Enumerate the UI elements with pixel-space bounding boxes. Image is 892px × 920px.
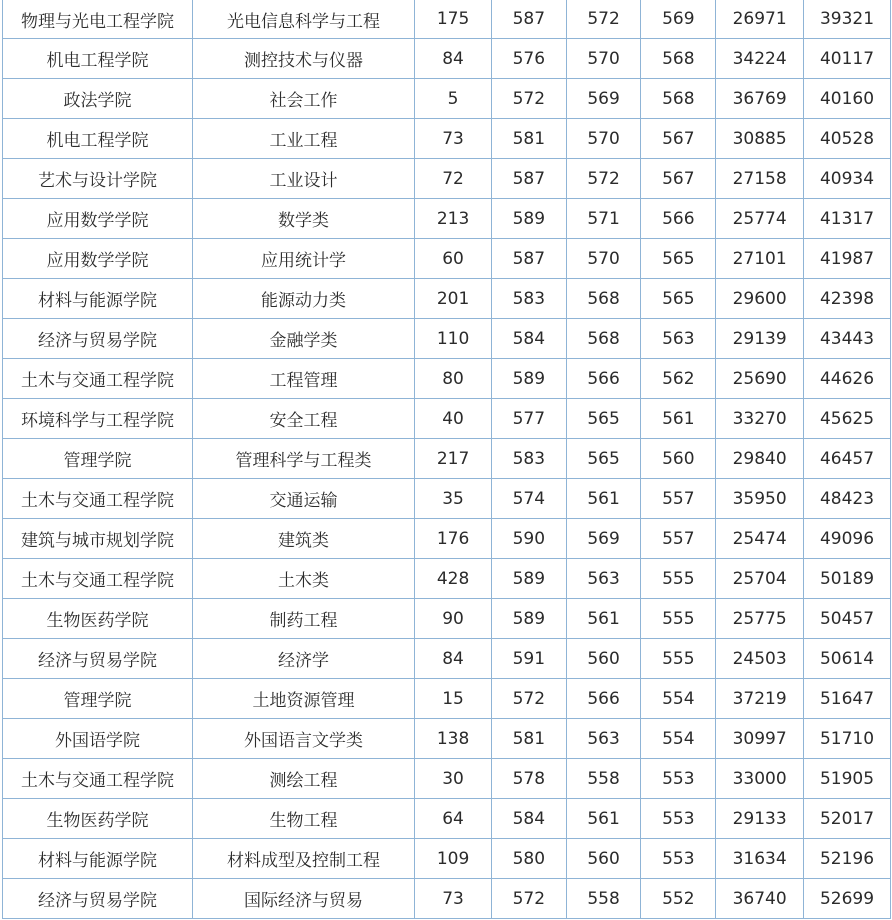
plan-count-cell: 73 <box>415 879 492 919</box>
avg-score-cell: 570 <box>566 239 641 279</box>
max-score-cell: 581 <box>491 119 566 159</box>
min-score-cell: 560 <box>641 439 716 479</box>
plan-count-cell: 109 <box>415 839 492 879</box>
min-rank-cell: 49096 <box>804 519 891 559</box>
max-rank-cell: 25690 <box>716 359 804 399</box>
max-score-cell: 583 <box>491 279 566 319</box>
avg-score-cell: 563 <box>566 559 641 599</box>
max-score-cell: 577 <box>491 399 566 439</box>
college-cell: 管理学院 <box>3 439 193 479</box>
college-cell: 材料与能源学院 <box>3 279 193 319</box>
table-row <box>3 359 891 399</box>
major-cell: 工程管理 <box>192 359 414 399</box>
min-score-cell: 562 <box>641 359 716 399</box>
min-score-cell: 557 <box>641 479 716 519</box>
table-row <box>3 759 891 799</box>
max-score-cell: 589 <box>491 559 566 599</box>
min-score-cell: 553 <box>641 799 716 839</box>
plan-count-cell: 5 <box>415 79 492 119</box>
max-rank-cell: 29133 <box>716 799 804 839</box>
max-rank-cell: 26971 <box>716 0 804 39</box>
min-score-cell: 567 <box>641 119 716 159</box>
admission-scores-table <box>2 0 891 919</box>
plan-count-cell: 217 <box>415 439 492 479</box>
min-score-cell: 555 <box>641 559 716 599</box>
min-rank-cell: 46457 <box>804 439 891 479</box>
table-body <box>3 0 891 919</box>
college-cell: 政法学院 <box>3 79 193 119</box>
min-score-cell: 567 <box>641 159 716 199</box>
plan-count-cell: 84 <box>415 39 492 79</box>
min-score-cell: 561 <box>641 399 716 439</box>
max-rank-cell: 30885 <box>716 119 804 159</box>
plan-count-cell: 15 <box>415 679 492 719</box>
plan-count-cell: 138 <box>415 719 492 759</box>
min-score-cell: 566 <box>641 199 716 239</box>
max-score-cell: 581 <box>491 719 566 759</box>
table-row <box>3 599 891 639</box>
avg-score-cell: 569 <box>566 79 641 119</box>
major-cell: 测控技术与仪器 <box>192 39 414 79</box>
major-cell: 工业设计 <box>192 159 414 199</box>
max-rank-cell: 36740 <box>716 879 804 919</box>
table-row <box>3 39 891 79</box>
min-score-cell: 568 <box>641 39 716 79</box>
plan-count-cell: 80 <box>415 359 492 399</box>
major-cell: 外国语言文学类 <box>192 719 414 759</box>
avg-score-cell: 558 <box>566 879 641 919</box>
major-cell: 土木类 <box>192 559 414 599</box>
min-score-cell: 554 <box>641 679 716 719</box>
major-cell: 社会工作 <box>192 79 414 119</box>
table-row <box>3 79 891 119</box>
college-cell: 经济与贸易学院 <box>3 639 193 679</box>
plan-count-cell: 30 <box>415 759 492 799</box>
college-cell: 物理与光电工程学院 <box>3 0 193 39</box>
avg-score-cell: 568 <box>566 279 641 319</box>
avg-score-cell: 570 <box>566 119 641 159</box>
college-cell: 管理学院 <box>3 679 193 719</box>
avg-score-cell: 569 <box>566 519 641 559</box>
table-row <box>3 639 891 679</box>
avg-score-cell: 568 <box>566 319 641 359</box>
min-score-cell: 555 <box>641 599 716 639</box>
max-rank-cell: 34224 <box>716 39 804 79</box>
college-cell: 材料与能源学院 <box>3 839 193 879</box>
max-score-cell: 578 <box>491 759 566 799</box>
min-rank-cell: 48423 <box>804 479 891 519</box>
major-cell: 管理科学与工程类 <box>192 439 414 479</box>
min-rank-cell: 40117 <box>804 39 891 79</box>
major-cell: 数学类 <box>192 199 414 239</box>
max-score-cell: 574 <box>491 479 566 519</box>
major-cell: 生物工程 <box>192 799 414 839</box>
min-rank-cell: 52699 <box>804 879 891 919</box>
min-rank-cell: 41987 <box>804 239 891 279</box>
major-cell: 交通运输 <box>192 479 414 519</box>
min-rank-cell: 44626 <box>804 359 891 399</box>
college-cell: 经济与贸易学院 <box>3 319 193 359</box>
college-cell: 环境科学与工程学院 <box>3 399 193 439</box>
college-cell: 土木与交通工程学院 <box>3 759 193 799</box>
major-cell: 光电信息科学与工程 <box>192 0 414 39</box>
table-row <box>3 719 891 759</box>
table-row <box>3 799 891 839</box>
min-score-cell: 553 <box>641 839 716 879</box>
avg-score-cell: 563 <box>566 719 641 759</box>
min-rank-cell: 40160 <box>804 79 891 119</box>
max-rank-cell: 25474 <box>716 519 804 559</box>
min-rank-cell: 50189 <box>804 559 891 599</box>
plan-count-cell: 175 <box>415 0 492 39</box>
max-score-cell: 572 <box>491 79 566 119</box>
min-score-cell: 569 <box>641 0 716 39</box>
min-rank-cell: 42398 <box>804 279 891 319</box>
min-score-cell: 554 <box>641 719 716 759</box>
min-rank-cell: 39321 <box>804 0 891 39</box>
min-rank-cell: 51647 <box>804 679 891 719</box>
min-rank-cell: 41317 <box>804 199 891 239</box>
college-cell: 应用数学学院 <box>3 199 193 239</box>
college-cell: 经济与贸易学院 <box>3 879 193 919</box>
avg-score-cell: 572 <box>566 0 641 39</box>
table-row <box>3 159 891 199</box>
max-rank-cell: 25704 <box>716 559 804 599</box>
avg-score-cell: 560 <box>566 839 641 879</box>
avg-score-cell: 572 <box>566 159 641 199</box>
college-cell: 土木与交通工程学院 <box>3 479 193 519</box>
college-cell: 土木与交通工程学院 <box>3 359 193 399</box>
major-cell: 土地资源管理 <box>192 679 414 719</box>
plan-count-cell: 73 <box>415 119 492 159</box>
max-rank-cell: 33270 <box>716 399 804 439</box>
max-score-cell: 591 <box>491 639 566 679</box>
min-rank-cell: 43443 <box>804 319 891 359</box>
max-score-cell: 580 <box>491 839 566 879</box>
min-rank-cell: 50614 <box>804 639 891 679</box>
max-score-cell: 589 <box>491 599 566 639</box>
plan-count-cell: 428 <box>415 559 492 599</box>
plan-count-cell: 72 <box>415 159 492 199</box>
min-rank-cell: 45625 <box>804 399 891 439</box>
major-cell: 材料成型及控制工程 <box>192 839 414 879</box>
table-row <box>3 279 891 319</box>
college-cell: 生物医药学院 <box>3 599 193 639</box>
college-cell: 生物医药学院 <box>3 799 193 839</box>
major-cell: 建筑类 <box>192 519 414 559</box>
max-rank-cell: 35950 <box>716 479 804 519</box>
min-rank-cell: 52196 <box>804 839 891 879</box>
plan-count-cell: 40 <box>415 399 492 439</box>
max-score-cell: 584 <box>491 319 566 359</box>
min-score-cell: 565 <box>641 239 716 279</box>
table-row <box>3 839 891 879</box>
max-rank-cell: 31634 <box>716 839 804 879</box>
avg-score-cell: 558 <box>566 759 641 799</box>
table-row <box>3 199 891 239</box>
table-row <box>3 879 891 919</box>
table-row <box>3 439 891 479</box>
major-cell: 经济学 <box>192 639 414 679</box>
max-rank-cell: 29840 <box>716 439 804 479</box>
college-cell: 应用数学学院 <box>3 239 193 279</box>
min-score-cell: 555 <box>641 639 716 679</box>
college-cell: 机电工程学院 <box>3 119 193 159</box>
min-rank-cell: 40528 <box>804 119 891 159</box>
min-rank-cell: 51905 <box>804 759 891 799</box>
min-rank-cell: 51710 <box>804 719 891 759</box>
max-score-cell: 589 <box>491 359 566 399</box>
max-rank-cell: 24503 <box>716 639 804 679</box>
major-cell: 应用统计学 <box>192 239 414 279</box>
avg-score-cell: 561 <box>566 799 641 839</box>
min-rank-cell: 52017 <box>804 799 891 839</box>
min-rank-cell: 50457 <box>804 599 891 639</box>
table-row <box>3 239 891 279</box>
table-row <box>3 0 891 39</box>
college-cell: 土木与交通工程学院 <box>3 559 193 599</box>
plan-count-cell: 35 <box>415 479 492 519</box>
plan-count-cell: 84 <box>415 639 492 679</box>
max-score-cell: 587 <box>491 239 566 279</box>
table-row <box>3 399 891 439</box>
plan-count-cell: 90 <box>415 599 492 639</box>
plan-count-cell: 110 <box>415 319 492 359</box>
major-cell: 安全工程 <box>192 399 414 439</box>
college-cell: 建筑与城市规划学院 <box>3 519 193 559</box>
min-score-cell: 552 <box>641 879 716 919</box>
min-rank-cell: 40934 <box>804 159 891 199</box>
max-rank-cell: 27101 <box>716 239 804 279</box>
max-rank-cell: 36769 <box>716 79 804 119</box>
max-score-cell: 587 <box>491 0 566 39</box>
college-cell: 艺术与设计学院 <box>3 159 193 199</box>
college-cell: 外国语学院 <box>3 719 193 759</box>
plan-count-cell: 201 <box>415 279 492 319</box>
max-score-cell: 589 <box>491 199 566 239</box>
table-row <box>3 479 891 519</box>
plan-count-cell: 64 <box>415 799 492 839</box>
max-rank-cell: 27158 <box>716 159 804 199</box>
avg-score-cell: 571 <box>566 199 641 239</box>
max-score-cell: 572 <box>491 679 566 719</box>
max-rank-cell: 25774 <box>716 199 804 239</box>
avg-score-cell: 561 <box>566 599 641 639</box>
major-cell: 国际经济与贸易 <box>192 879 414 919</box>
plan-count-cell: 176 <box>415 519 492 559</box>
min-score-cell: 553 <box>641 759 716 799</box>
max-score-cell: 572 <box>491 879 566 919</box>
max-score-cell: 583 <box>491 439 566 479</box>
major-cell: 金融学类 <box>192 319 414 359</box>
avg-score-cell: 561 <box>566 479 641 519</box>
avg-score-cell: 565 <box>566 439 641 479</box>
min-score-cell: 563 <box>641 319 716 359</box>
table-row <box>3 119 891 159</box>
table-row <box>3 319 891 359</box>
avg-score-cell: 565 <box>566 399 641 439</box>
table-row <box>3 679 891 719</box>
min-score-cell: 557 <box>641 519 716 559</box>
major-cell: 测绘工程 <box>192 759 414 799</box>
table-row <box>3 559 891 599</box>
major-cell: 工业工程 <box>192 119 414 159</box>
avg-score-cell: 566 <box>566 679 641 719</box>
max-rank-cell: 37219 <box>716 679 804 719</box>
max-rank-cell: 29600 <box>716 279 804 319</box>
plan-count-cell: 213 <box>415 199 492 239</box>
avg-score-cell: 570 <box>566 39 641 79</box>
major-cell: 能源动力类 <box>192 279 414 319</box>
avg-score-cell: 560 <box>566 639 641 679</box>
min-score-cell: 565 <box>641 279 716 319</box>
max-rank-cell: 29139 <box>716 319 804 359</box>
min-score-cell: 568 <box>641 79 716 119</box>
avg-score-cell: 566 <box>566 359 641 399</box>
max-rank-cell: 25775 <box>716 599 804 639</box>
max-score-cell: 584 <box>491 799 566 839</box>
table-row <box>3 519 891 559</box>
max-score-cell: 587 <box>491 159 566 199</box>
college-cell: 机电工程学院 <box>3 39 193 79</box>
max-rank-cell: 30997 <box>716 719 804 759</box>
major-cell: 制药工程 <box>192 599 414 639</box>
plan-count-cell: 60 <box>415 239 492 279</box>
max-score-cell: 576 <box>491 39 566 79</box>
max-score-cell: 590 <box>491 519 566 559</box>
max-rank-cell: 33000 <box>716 759 804 799</box>
